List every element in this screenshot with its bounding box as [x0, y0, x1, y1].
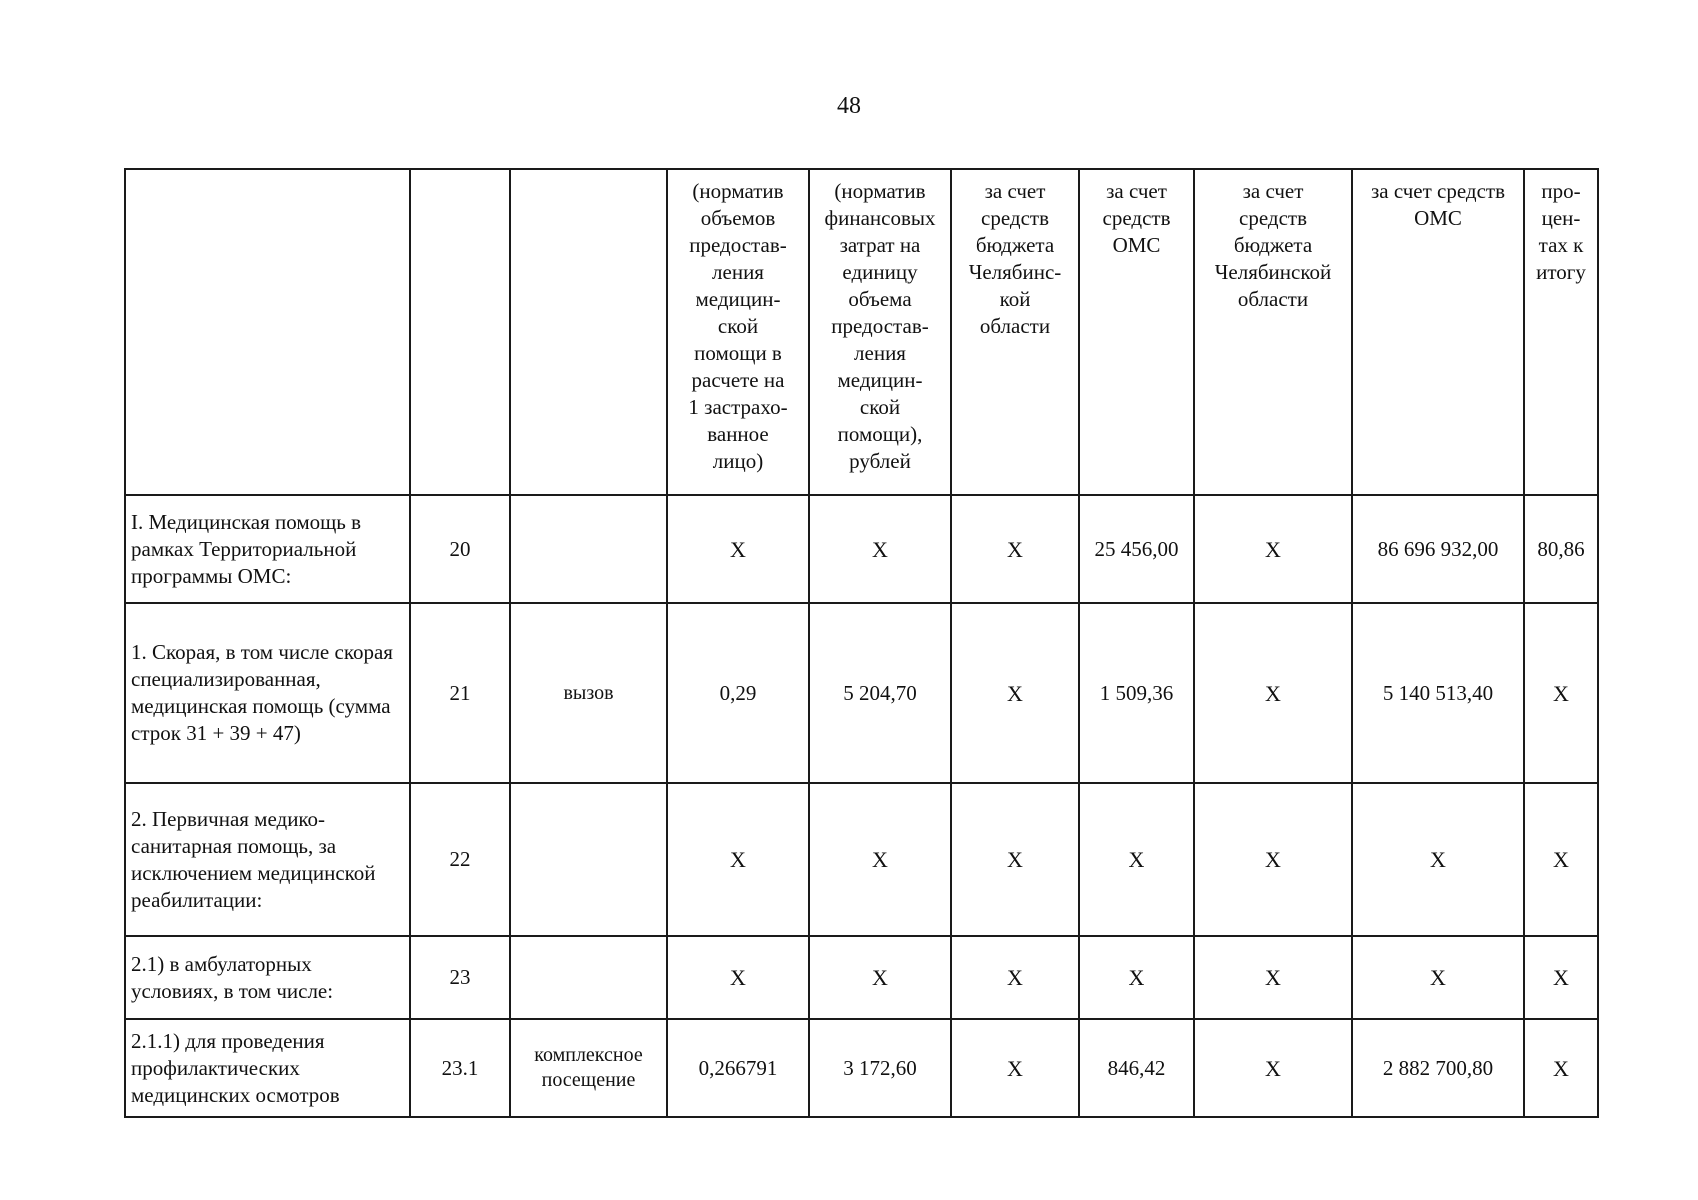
row-oms-total: 86 696 932,00 — [1352, 495, 1524, 603]
table-row — [125, 783, 1598, 936]
table-row — [125, 495, 1598, 603]
header-unit — [510, 169, 667, 495]
row-oms-total: Х — [1352, 936, 1524, 1019]
header-volume-norm: (норматив объемов предостав- ления медицин- ской помощи в расчете на 1 застрахо- ванное лицо) — [667, 169, 809, 495]
header-cost-norm: (норматив финансовых затрат на единицу объема предостав- ления медицин- ской помощи), рублей — [809, 169, 951, 495]
row-percent: 80,86 — [1524, 495, 1598, 603]
header-budget-total: за счет средств бюджета Челябинской области — [1194, 169, 1352, 495]
row-name: 2.1) в амбулаторных условиях, в том числе: — [125, 936, 410, 1019]
row-unit: комплексное посещение — [510, 1019, 667, 1117]
header-line-number — [410, 169, 510, 495]
row-cost: 5 204,70 — [809, 603, 951, 783]
row-budget-per-capita: Х — [951, 936, 1079, 1019]
row-cost: Х — [809, 936, 951, 1019]
row-name: I. Медицинская помощь в рамках Территориальной программы ОМС: — [125, 495, 410, 603]
row-percent: Х — [1524, 603, 1598, 783]
row-percent: Х — [1524, 1019, 1598, 1117]
row-budget-per-capita: Х — [951, 1019, 1079, 1117]
row-line-number: 21 — [410, 603, 510, 783]
row-budget-total: Х — [1194, 603, 1352, 783]
row-budget-total: Х — [1194, 495, 1352, 603]
header-percent: про- цен- тах к итогу — [1524, 169, 1598, 495]
row-unit — [510, 783, 667, 936]
financing-table — [124, 168, 1599, 1118]
table-header-row — [125, 169, 1598, 495]
row-line-number: 23.1 — [410, 1019, 510, 1117]
row-budget-per-capita: Х — [951, 603, 1079, 783]
row-percent: Х — [1524, 936, 1598, 1019]
row-oms-per-capita: 1 509,36 — [1079, 603, 1194, 783]
row-oms-total: 2 882 700,80 — [1352, 1019, 1524, 1117]
page-number: 48 — [837, 93, 861, 119]
row-budget-total: Х — [1194, 783, 1352, 936]
row-name: 2.1.1) для проведения профилактических медицинских осмотров — [125, 1019, 410, 1117]
row-oms-per-capita: Х — [1079, 936, 1194, 1019]
table-row — [125, 603, 1598, 783]
row-oms-per-capita: Х — [1079, 783, 1194, 936]
header-oms-per-capita: за счет средств ОМС — [1079, 169, 1194, 495]
row-budget-total: Х — [1194, 936, 1352, 1019]
row-volume: 0,266791 — [667, 1019, 809, 1117]
row-name: 2. Первичная медико-санитарная помощь, за исключением медицинской реабилитации: — [125, 783, 410, 936]
table-row — [125, 936, 1598, 1019]
table-row — [125, 1019, 1598, 1117]
row-unit — [510, 495, 667, 603]
row-volume: Х — [667, 936, 809, 1019]
row-name: 1. Скорая, в том числе скорая специализированная, медицинская помощь (сумма строк 31 + 39 + 47) — [125, 603, 410, 783]
row-cost: Х — [809, 495, 951, 603]
header-budget-per-capita: за счет средств бюджета Челябинс- кой области — [951, 169, 1079, 495]
row-cost: Х — [809, 783, 951, 936]
row-line-number: 22 — [410, 783, 510, 936]
row-percent: Х — [1524, 783, 1598, 936]
row-budget-per-capita: Х — [951, 783, 1079, 936]
row-volume: Х — [667, 783, 809, 936]
row-unit: вызов — [510, 603, 667, 783]
row-line-number: 23 — [410, 936, 510, 1019]
row-oms-total: 5 140 513,40 — [1352, 603, 1524, 783]
row-volume: Х — [667, 495, 809, 603]
row-budget-per-capita: Х — [951, 495, 1079, 603]
row-line-number: 20 — [410, 495, 510, 603]
header-oms-total: за счет средств ОМС — [1352, 169, 1524, 495]
row-volume: 0,29 — [667, 603, 809, 783]
row-cost: 3 172,60 — [809, 1019, 951, 1117]
row-oms-total: Х — [1352, 783, 1524, 936]
header-name — [125, 169, 410, 495]
row-budget-total: Х — [1194, 1019, 1352, 1117]
row-unit — [510, 936, 667, 1019]
row-oms-per-capita: 25 456,00 — [1079, 495, 1194, 603]
row-oms-per-capita: 846,42 — [1079, 1019, 1194, 1117]
